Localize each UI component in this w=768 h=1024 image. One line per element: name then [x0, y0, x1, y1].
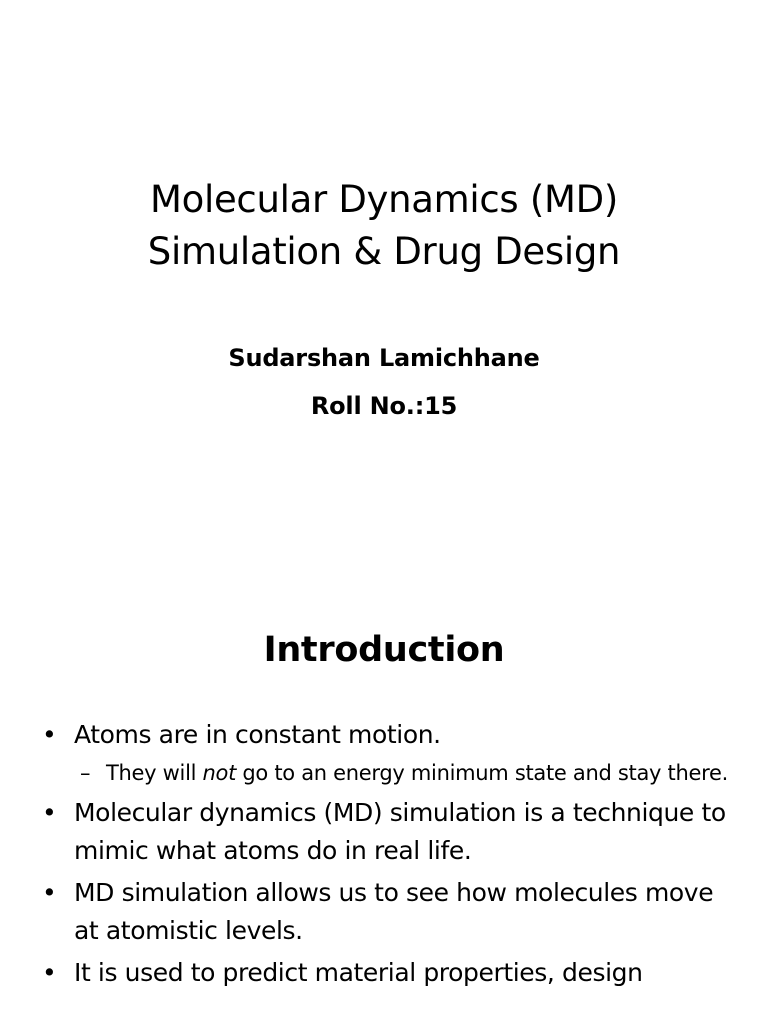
sub-bullet-item [42, 756, 742, 790]
bullet-marker: • [42, 958, 57, 987]
bullet-item [42, 794, 742, 870]
bullet-item [42, 716, 742, 754]
author-name: Sudarshan Lamichhane [228, 344, 540, 372]
slide-title [0, 174, 768, 278]
sub-bullet-text-after: go to an energy minimum state and stay there. [236, 761, 728, 785]
sub-bullet-emphasis: not [202, 761, 237, 785]
slide-heading: Introduction [263, 630, 505, 670]
bullet-item [42, 874, 742, 950]
bullet-marker: • [42, 798, 57, 827]
sub-bullet-marker: – [80, 761, 91, 785]
slide-subtitle [0, 334, 768, 430]
bullet-marker: • [42, 720, 57, 749]
sub-bullet-text-before: They will [106, 761, 203, 785]
title-line-2: Simulation & Drug Design [147, 230, 621, 273]
bullet-list [42, 716, 742, 996]
bullet-text: Atoms are in constant motion. [74, 720, 441, 749]
title-line-1: Molecular Dynamics (MD) [150, 178, 618, 221]
bullet-text: MD simulation allows us to see how molecules move at atomistic levels. [74, 878, 714, 945]
bullet-text: It is used to predict material properties, design [74, 958, 643, 987]
introduction-slide [0, 576, 768, 1024]
bullet-marker: • [42, 878, 57, 907]
bullet-item [42, 954, 742, 992]
roll-number: Roll No.:15 [310, 392, 458, 420]
bullet-text: Molecular dynamics (MD) simulation is a technique to mimic what atoms do in real life. [74, 798, 726, 865]
